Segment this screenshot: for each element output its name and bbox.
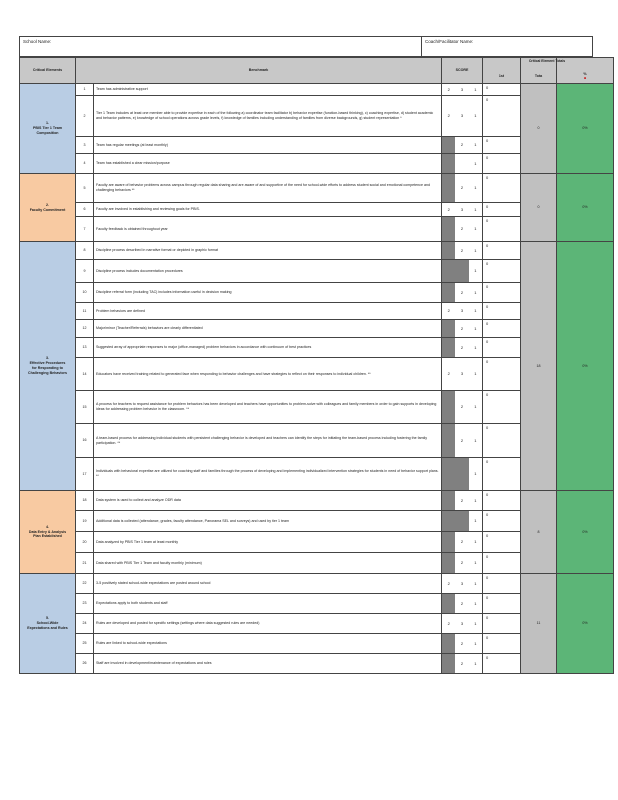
benchmark-text: A process for teachers to request assistance for problem behaviors has been developed and teachers have opportunities to problem-solve with colleagues and family members in order to gain supports in developing ideas for addressing problem behavior in the classroom. ** [94,391,442,424]
score-option[interactable]: 3 [460,308,464,314]
score-option[interactable]: 1 [474,497,477,503]
benchmark-number: 3 [76,137,94,154]
benchmark-text: Additional data is collected (attendance, grades, faculty attendance, Panorama SEL and surveys) and used by tier 1 team [94,511,442,532]
score-selector[interactable] [442,424,483,458]
benchmark-text: Individuals with behavioral expertise are utilized for coaching staff and families through the process of developing and implementing individualized intervention strategies for students in need of behavior support plans. ** [94,458,442,491]
benchmark-number: 19 [76,511,94,532]
scores-header: SCORE [442,58,483,84]
score-selector[interactable] [442,260,483,283]
critical-element-total: 11 [521,574,557,674]
row-total-value: 0 [486,359,489,364]
score-option[interactable]: 1 [474,86,477,92]
critical-element-label: 2. Faculty Commitment [20,174,76,242]
row-total-cell [483,174,521,203]
benchmark-number: 13 [76,338,94,358]
score-selector[interactable] [442,303,483,320]
score-selector[interactable] [442,594,483,614]
score-selector[interactable] [442,358,483,391]
row-total-value: 0 [486,304,489,309]
benchmark-number: 1 [76,84,94,96]
score-option[interactable] [442,532,455,552]
score-option[interactable]: 2 [447,206,450,212]
row-total-value: 0 [486,512,489,517]
score-option[interactable]: 1 [474,160,477,166]
critical-element-label: 4. Data Entry & Analysis Plan Established [20,491,76,574]
score-option[interactable]: 2 [460,142,464,148]
critical-element-label: 5. School-Wide Expectations and Rules [20,574,76,674]
score-option[interactable] [442,391,455,423]
benchmark-number: 18 [76,491,94,511]
benchmark-number: 11 [76,303,94,320]
score-selector[interactable] [442,283,483,303]
row-total-value: 0 [486,533,489,538]
score-option[interactable]: 2 [460,226,464,232]
row-total-value: 0 [486,425,489,430]
row-total-value: 0 [486,85,489,90]
score-option[interactable]: 1 [474,620,477,626]
benchmark-text: Faculty feedback is obtained throughout year [94,217,442,242]
benchmark-text: Major/minor (Teacher/Referrals) behaviors are clearly differentiated [94,320,442,338]
benchmark-text: Team has regular meetings (at least monthly) [94,137,442,154]
score-option[interactable]: 3 [460,86,464,92]
score-option[interactable] [442,174,455,202]
score-option[interactable]: 2 [447,308,450,314]
benchmark-number: 17 [76,458,94,491]
score-option[interactable]: 1 [474,404,477,410]
score-option[interactable] [442,154,455,173]
score-option[interactable]: 1 [474,560,477,566]
score-option[interactable]: 1 [474,289,477,295]
benchmark-header: Benchmark [76,58,442,84]
score-option[interactable]: 1 [474,206,477,212]
score-selector[interactable] [442,338,483,358]
score-option[interactable]: 1 [474,539,477,545]
row-total-cell [483,511,521,532]
row-total-cell [483,532,521,553]
score-option[interactable]: 1 [474,247,477,253]
score-option[interactable]: 2 [460,344,464,350]
score-selector[interactable] [442,217,483,242]
benchmark-row [20,242,614,260]
row-total-cell [483,458,521,491]
benchmark-number: 8 [76,242,94,260]
benchmark-number: 26 [76,654,94,674]
row-total-cell [483,391,521,424]
score-option[interactable] [442,511,455,531]
row-total-value: 0 [486,97,489,102]
score-option[interactable] [442,594,455,613]
row-total-value: 0 [486,392,489,397]
benchmark-number: 25 [76,634,94,654]
benchmark-text: Team has administrative support [94,84,442,96]
score-option[interactable]: 3 [460,113,464,119]
benchmark-text: 3-5 positively stated school-wide expectations are posted around school [94,574,442,594]
benchmark-row [20,574,614,594]
score-option[interactable]: 1 [474,371,477,377]
score-option[interactable] [455,154,468,173]
row-total-cell [483,283,521,303]
row-total-value: 0 [486,595,489,600]
score-option[interactable]: 3 [460,620,464,626]
critical-element-percent: 0% [557,491,614,574]
score-option[interactable]: 1 [474,325,477,331]
benchmark-number: 10 [76,283,94,303]
critical-element-label: 3. Effective Procedures for Responding to Challenging Behaviors [20,242,76,491]
score-option[interactable]: 2 [447,371,450,377]
benchmark-text: Staff are involved in development/maintenance of expectations and rules [94,654,442,674]
score-option[interactable]: 2 [460,247,464,253]
score-option[interactable] [442,458,455,490]
score-option[interactable]: 2 [460,660,464,666]
score-selector[interactable] [442,532,483,553]
row-total-value: 0 [486,138,489,143]
score-selector[interactable] [442,391,483,424]
score-option[interactable]: 1 [474,113,477,119]
row-total-value: 0 [486,492,489,497]
benchmark-text: Problem behaviors are defined [94,303,442,320]
benchmark-number: 4 [76,154,94,174]
first-col-header: 1st [483,58,521,84]
critical-element-total: 0 [521,84,557,174]
score-selector[interactable] [442,154,483,174]
score-selector[interactable] [442,654,483,674]
score-selector[interactable] [442,574,483,594]
benchmark-number: 12 [76,320,94,338]
score-selector[interactable] [442,634,483,654]
benchmark-text: Data system is used to collect and analyze ODR data [94,491,442,511]
score-selector[interactable] [442,84,483,96]
row-total-value: 0 [486,155,489,160]
row-total-value: 0 [486,204,489,209]
benchmark-text: Faculty are aware of behavior problems across campus through regular data sharing and are aware of and supportive of the need for school-wide efforts to address student social and emotional competence and challenging behaviors ** [94,174,442,203]
row-total-cell [483,574,521,594]
score-option[interactable]: 2 [460,640,464,646]
score-option[interactable]: 1 [474,344,477,350]
benchmark-text: Data shared with PBIS Tier 1 Team and faculty monthly (minimum) [94,553,442,574]
benchmark-number: 21 [76,553,94,574]
row-total-cell [483,154,521,174]
score-selector[interactable] [442,203,483,217]
benchmark-text: Rules are developed and posted for specific settings (settings where data suggested rules are needed) [94,614,442,634]
table-body [20,84,614,674]
score-option[interactable] [442,217,455,241]
row-total-cell [483,491,521,511]
score-option[interactable]: 1 [474,226,477,232]
benchmark-row [20,491,614,511]
score-selector[interactable] [442,511,483,532]
score-option[interactable] [455,458,468,490]
score-option[interactable]: 2 [447,86,450,92]
score-option[interactable] [442,338,455,357]
row-total-cell [483,96,521,137]
score-option[interactable] [442,634,455,653]
row-total-cell [483,594,521,614]
row-total-cell [483,320,521,338]
score-option[interactable] [442,283,455,302]
score-option[interactable]: 1 [474,437,477,443]
score-option[interactable]: 2 [460,404,464,410]
critical-elements-header: Critical Elements [20,58,76,84]
score-option[interactable] [442,137,455,153]
row-total-cell [483,203,521,217]
total-col-header: Tota [521,58,557,84]
row-total-cell [483,634,521,654]
critical-element-total: 0 [521,174,557,242]
benchmark-text: Discipline referral form (including TAC) includes information useful in decision making [94,283,442,303]
benchmark-number: 15 [76,391,94,424]
score-option[interactable]: 2 [460,600,464,606]
row-total-value: 0 [486,459,489,464]
row-total-cell [483,242,521,260]
benchmark-text: Data analyzed by PBIS Tier 1 team at least monthly [94,532,442,553]
row-total-cell [483,614,521,634]
score-option[interactable]: 2 [460,325,464,331]
benchmark-text: Rules are linked to school-wide expectations [94,634,442,654]
score-option[interactable] [442,320,455,337]
score-option[interactable] [455,260,468,282]
score-option[interactable]: 2 [460,497,464,503]
row-total-value: 0 [486,321,489,326]
school-info-bar [19,36,593,57]
score-selector[interactable] [442,174,483,203]
score-option[interactable]: 2 [447,580,450,586]
score-option[interactable]: 3 [460,206,464,212]
benchmark-text: Team has established a clear mission/purpose [94,154,442,174]
row-total-value: 0 [486,243,489,248]
score-selector[interactable] [442,242,483,260]
benchmark-number: 23 [76,594,94,614]
row-total-value: 0 [486,575,489,580]
score-option[interactable]: 2 [460,560,464,566]
row-total-cell [483,303,521,320]
score-option[interactable]: 1 [474,660,477,666]
benchmark-number: 5 [76,174,94,203]
score-option[interactable] [442,424,455,457]
row-total-value: 0 [486,655,489,660]
score-option[interactable]: 1 [474,600,477,606]
row-total-value: 0 [486,554,489,559]
row-total-cell [483,553,521,574]
score-selector[interactable] [442,458,483,491]
critical-element-total: 8 [521,491,557,574]
row-total-cell [483,137,521,154]
benchmark-number: 22 [76,574,94,594]
score-option[interactable]: 2 [447,113,450,119]
benchmark-number: 2 [76,96,94,137]
row-total-cell [483,424,521,458]
score-option[interactable] [442,260,455,282]
row-total-value: 0 [486,261,489,266]
benchmark-number: 9 [76,260,94,283]
score-option[interactable]: 2 [460,289,464,295]
marker-dot: • [583,76,587,82]
score-option[interactable]: 1 [474,185,477,191]
score-option[interactable]: 1 [474,580,477,586]
school-name-field[interactable]: School Name: [20,37,422,56]
critical-totals-caption: Critical Element Totals [528,59,566,63]
score-option[interactable] [455,511,468,531]
row-total-value: 0 [486,635,489,640]
score-selector[interactable] [442,553,483,574]
row-total-cell [483,84,521,96]
score-option[interactable]: 1 [474,471,477,477]
score-option[interactable]: 1 [474,268,477,274]
benchmark-table [19,57,614,674]
score-option[interactable]: 2 [460,539,464,545]
pct-col-header: % • [557,58,614,84]
row-total-cell [483,260,521,283]
benchmark-text: A team-based process for addressing individual students with persistent challenging behavior is developed and teachers can identify the steps for initiating the team-based process including fostering the family participation. ** [94,424,442,458]
benchmark-text: Discipline process described in narrative format or depicted in graphic format [94,242,442,260]
benchmark-number: 6 [76,203,94,217]
row-total-value: 0 [486,284,489,289]
score-option[interactable]: 2 [460,437,464,443]
row-total-cell [483,654,521,674]
benchmark-number: 16 [76,424,94,458]
benchmark-number: 24 [76,614,94,634]
row-total-cell [483,358,521,391]
score-option[interactable]: 1 [474,518,477,524]
row-total-value: 0 [486,615,489,620]
score-option[interactable]: 3 [460,580,464,586]
score-option[interactable]: 2 [460,185,464,191]
row-total-value: 0 [486,339,489,344]
score-selector[interactable] [442,491,483,511]
critical-element-total: 18 [521,242,557,491]
score-option[interactable]: 3 [460,371,464,377]
benchmark-row [20,84,614,96]
score-selector[interactable] [442,614,483,634]
benchmark-text: Expectations apply to both students and staff [94,594,442,614]
score-option[interactable] [442,654,455,673]
benchmark-text: Faculty are involved in establishing and reviewing goals for PBIS. [94,203,442,217]
score-option[interactable]: 1 [474,308,477,314]
row-total-value: 0 [486,218,489,223]
benchmark-text: Educators have received training related to generated face when responding to behavior challenges and have strategies to reflect on their responses to individual children. ** [94,358,442,391]
benchmark-number: 7 [76,217,94,242]
score-option[interactable] [442,553,455,573]
critical-element-percent: 0% [557,242,614,491]
benchmark-text: Discipline process includes documentation procedures [94,260,442,283]
benchmark-number: 20 [76,532,94,553]
row-total-cell [483,217,521,242]
score-selector[interactable] [442,137,483,154]
score-selector[interactable] [442,320,483,338]
critical-element-percent: 0% [557,174,614,242]
coach-name-field[interactable]: Coach/Facilitator Name: [425,39,474,44]
score-option[interactable] [442,491,455,510]
benchmark-row [20,174,614,203]
score-selector[interactable] [442,96,483,137]
critical-element-label: 1. PBIS Tier 1 Team Composition [20,84,76,174]
row-total-value: 0 [486,175,489,180]
score-option[interactable]: 2 [447,620,450,626]
benchmark-text: Tier 1 Team includes at least one member able to provide expertise in each of the following a) coordinator team facilitator b) behavior expertise (function-based thinking), c) coaching expertise, d) student academic and behavior patterns, e) knowledge of school operations across grade levels, f) knowledge of families including understanding of families from diverse backgrounds, g) student representation * [94,96,442,137]
row-total-cell [483,338,521,358]
critical-element-percent: 0% [557,84,614,174]
benchmark-number: 14 [76,358,94,391]
score-option[interactable] [442,242,455,259]
score-option[interactable]: 1 [474,640,477,646]
critical-element-percent: 0% [557,574,614,674]
benchmark-text: Suggested array of appropriate responses to major (office-managed) problem behaviors in accordance with continuum of best practices [94,338,442,358]
score-option[interactable]: 1 [474,142,477,148]
